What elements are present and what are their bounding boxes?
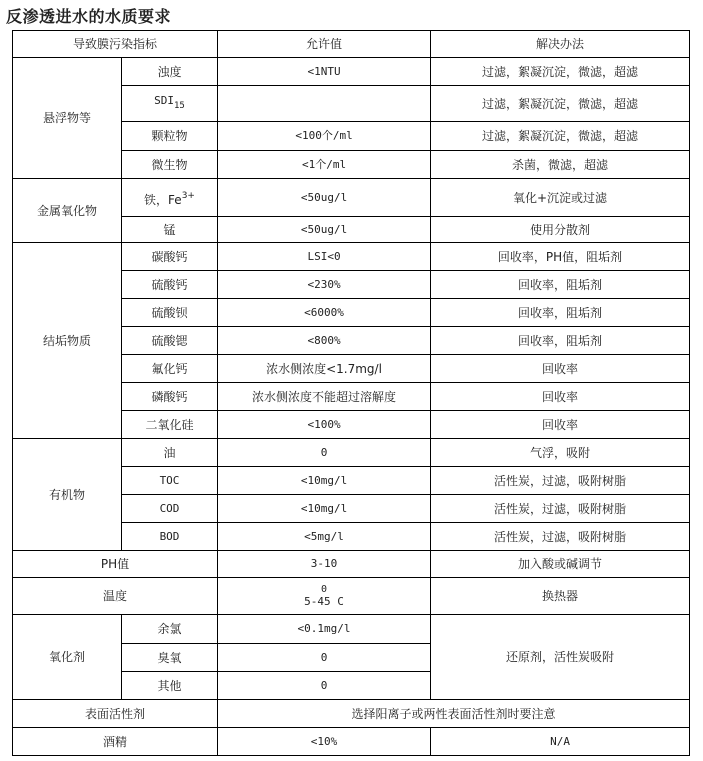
- solution-cell: 使用分散剂: [431, 217, 690, 243]
- surfactant-note: 选择阳离子或两性表面活性剂时要注意: [218, 700, 690, 728]
- value-cell: <10mg/l: [218, 495, 431, 523]
- value-cell: <10%: [218, 728, 431, 756]
- group-label-oxidant: 氧化剂: [13, 615, 122, 700]
- table-row: [13, 578, 690, 615]
- table-row: [13, 243, 690, 271]
- value-cell: 3-10: [218, 551, 431, 578]
- item-cell: 浊度: [122, 58, 218, 86]
- solution-cell: 还原剂，活性炭吸附: [431, 615, 690, 700]
- water-quality-table: [12, 30, 690, 756]
- page-title: 反渗透进水的水质要求: [6, 7, 172, 26]
- value-cell: 浓水侧浓度不能超过溶解度: [218, 383, 431, 411]
- item-cell: COD: [122, 495, 218, 523]
- table-row: [13, 551, 690, 578]
- value-cell: [218, 578, 431, 615]
- group-label-scale: 结垢物质: [13, 243, 122, 439]
- value-cell: <230%: [218, 271, 431, 299]
- group-label-ph: PH值: [13, 551, 218, 578]
- table-row: [13, 58, 690, 86]
- value-cell: 0: [218, 672, 431, 700]
- value-cell: [218, 86, 431, 122]
- value-cell: <5mg/l: [218, 523, 431, 551]
- solution-cell: 气浮，吸附: [431, 439, 690, 467]
- table-row: [13, 700, 690, 728]
- value-cell: <6000%: [218, 299, 431, 327]
- item-cell: 臭氧: [122, 644, 218, 672]
- item-cell: 硫酸锶: [122, 327, 218, 355]
- item-cell: TOC: [122, 467, 218, 495]
- group-label-suspended: 悬浮物等: [13, 58, 122, 179]
- solution-cell: 过滤，絮凝沉淀，微滤，超滤: [431, 58, 690, 86]
- header-indicator: 导致膜污染指标: [13, 31, 218, 58]
- temperature-range: 5-45 C: [304, 594, 344, 608]
- solution-cell: 回收率，阻垢剂: [431, 271, 690, 299]
- item-cell: [122, 179, 218, 217]
- item-cell: 碳酸钙: [122, 243, 218, 271]
- solution-cell: 回收率，PH值，阻垢剂: [431, 243, 690, 271]
- solution-cell: 加入酸或碱调节: [431, 551, 690, 578]
- item-cell: 二氧化硅: [122, 411, 218, 439]
- solution-cell: 活性炭，过滤，吸附树脂: [431, 467, 690, 495]
- item-cell: 磷酸钙: [122, 383, 218, 411]
- item-cell: BOD: [122, 523, 218, 551]
- item-cell: 微生物: [122, 151, 218, 179]
- group-label-temp: 温度: [13, 578, 218, 615]
- value-cell: <0.1mg/l: [218, 615, 431, 644]
- value-cell: <100个/ml: [218, 122, 431, 151]
- value-cell: <50ug/l: [218, 179, 431, 217]
- item-cell: 氟化钙: [122, 355, 218, 383]
- header-row: [13, 31, 690, 58]
- value-cell: LSI<0: [218, 243, 431, 271]
- header-allowed-value: 允许值: [218, 31, 431, 58]
- value-cell: <50ug/l: [218, 217, 431, 243]
- group-label-surfactant: 表面活性剂: [13, 700, 218, 728]
- item-text: 铁，Fe: [144, 192, 182, 207]
- item-subscript: 15: [174, 101, 185, 111]
- header-solution: 解决办法: [431, 31, 690, 58]
- value-cell: 0: [218, 439, 431, 467]
- table-row: [13, 439, 690, 467]
- item-cell: 其他: [122, 672, 218, 700]
- value-cell: 浓水侧浓度<1.7mg/l: [218, 355, 431, 383]
- table-row: [13, 728, 690, 756]
- solution-cell: 活性炭，过滤，吸附树脂: [431, 495, 690, 523]
- solution-cell: 回收率: [431, 383, 690, 411]
- group-label-organic: 有机物: [13, 439, 122, 551]
- item-cell: 硫酸钙: [122, 271, 218, 299]
- item-cell: [122, 86, 218, 122]
- value-cell: <800%: [218, 327, 431, 355]
- solution-cell: 回收率，阻垢剂: [431, 327, 690, 355]
- item-superscript: 3+: [181, 190, 195, 201]
- solution-cell: 过滤，絮凝沉淀，微滤，超滤: [431, 86, 690, 122]
- value-cell: <1个/ml: [218, 151, 431, 179]
- solution-cell: 回收率: [431, 355, 690, 383]
- solution-cell: 氧化+沉淀或过滤: [431, 179, 690, 217]
- solution-cell: 换热器: [431, 578, 690, 615]
- group-label-metal: 金属氧化物: [13, 179, 122, 243]
- solution-cell: 回收率，阻垢剂: [431, 299, 690, 327]
- solution-cell: 杀菌，微滤，超滤: [431, 151, 690, 179]
- item-cell: 颗粒物: [122, 122, 218, 151]
- value-cell: <10mg/l: [218, 467, 431, 495]
- degree-superscript: 0: [321, 583, 328, 595]
- solution-cell: 过滤，絮凝沉淀，微滤，超滤: [431, 122, 690, 151]
- solution-cell: 活性炭，过滤，吸附树脂: [431, 523, 690, 551]
- solution-cell: N/A: [431, 728, 690, 756]
- temperature-value: [304, 584, 344, 608]
- item-cell: 余氯: [122, 615, 218, 644]
- group-label-alcohol: 酒精: [13, 728, 218, 756]
- item-cell: 油: [122, 439, 218, 467]
- item-cell: 硫酸钡: [122, 299, 218, 327]
- value-cell: 0: [218, 644, 431, 672]
- table-row: [13, 179, 690, 217]
- solution-cell: 回收率: [431, 411, 690, 439]
- table-row: [13, 615, 690, 644]
- value-cell: <100%: [218, 411, 431, 439]
- item-cell: 锰: [122, 217, 218, 243]
- item-text: SDI: [154, 94, 175, 107]
- value-cell: <1NTU: [218, 58, 431, 86]
